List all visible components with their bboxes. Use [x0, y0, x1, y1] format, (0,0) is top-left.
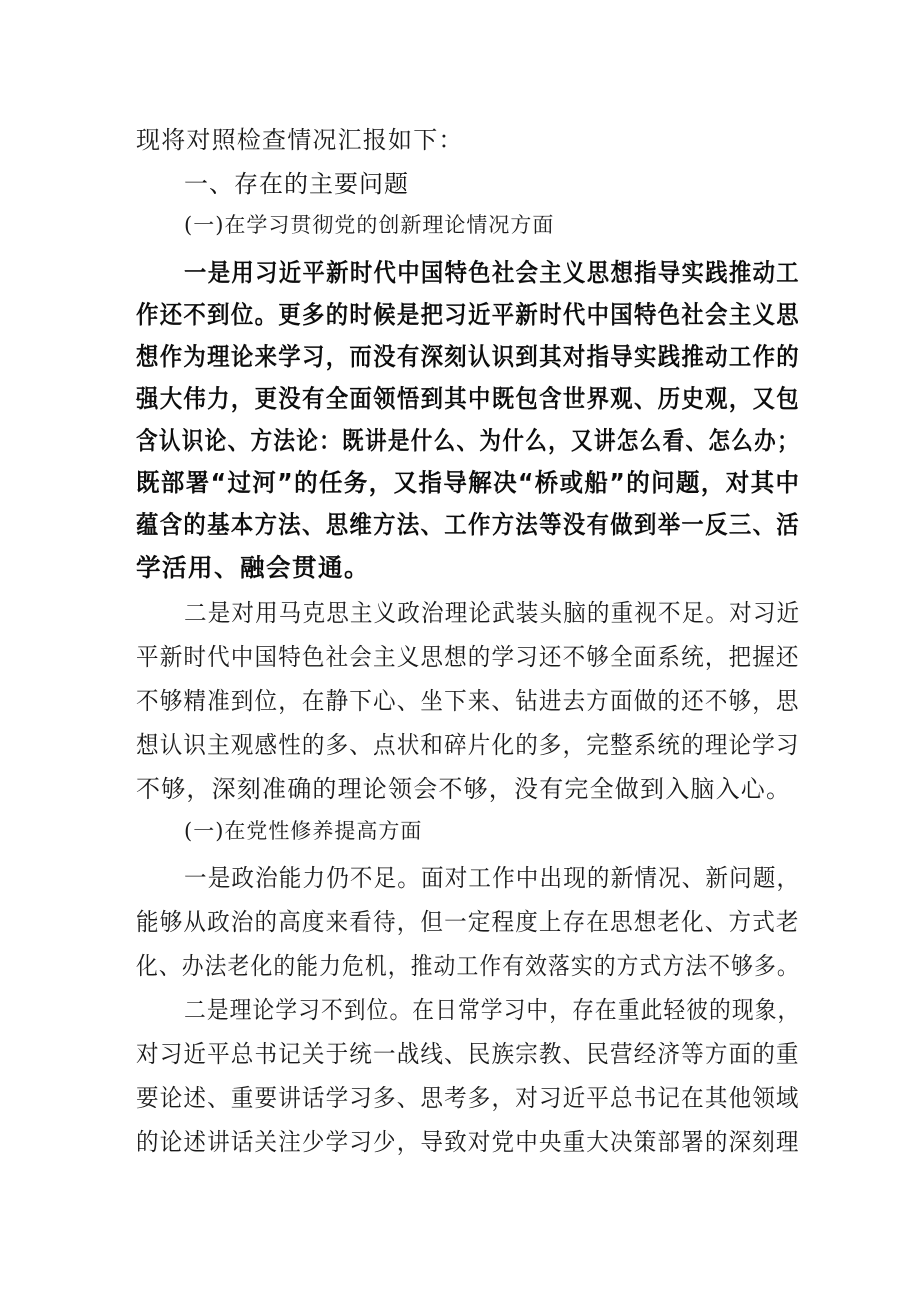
paragraph-1-line-6: 既部署“过河”的任务，又指导解决“桥或船”的问题，对其中 [136, 468, 801, 497]
paragraph-2-line-3: 不够精准到位，在静下心、坐下来、钻进去方面做的还不够，思 [136, 687, 800, 715]
paragraph-3-line-2: 能够从政治的高度来看待，但一定程度上存在思想老化、方式老 [136, 908, 800, 936]
paragraph-4-line-3: 要论述、重要讲话学习多、思考多，对习近平总书记在其他领域 [136, 1084, 800, 1112]
paragraph-3-line-1: 一是政治能力仍不足。面对工作中出现的新情况、新问题， [184, 864, 801, 892]
paragraph-1-line-3: 想作为理论来学习，而没有深刻认识到其对指导实践推动工作的 [136, 342, 801, 371]
subsection-title-1: (一)在学习贯彻党的创新理论情况方面 [184, 213, 555, 237]
paragraph-3-line-3: 化、办法老化的能力危机，推动工作有效落实的方式方法不够多。 [136, 952, 800, 980]
section-title-1: 一、存在的主要问题 [184, 170, 409, 198]
paragraph-1-line-1: 一是用习近平新时代中国特色社会主义思想指导实践推动工 [184, 258, 800, 287]
intro-line: 现将对照检查情况汇报如下： [136, 126, 464, 154]
paragraph-4-line-1: 二是理论学习不到位。在日常学习中，存在重此轻彼的现象， [184, 996, 801, 1024]
paragraph-1-line-4: 强大伟力，更没有全面领悟到其中既包含世界观、历史观，又包 [136, 384, 801, 413]
paragraph-1-line-2: 作还不到位。更多的时候是把习近平新时代中国特色社会主义思 [136, 300, 801, 329]
paragraph-1-line-7: 蕴含的基本方法、思维方法、工作方法等没有做到举一反三、活 [136, 510, 801, 539]
paragraph-2-line-4: 想认识主观感性的多、点状和碎片化的多，完整系统的理论学习 [136, 731, 800, 759]
paragraph-1-line-8: 学活用、融会贯通。 [136, 553, 370, 582]
paragraph-4-line-4: 的论述讲话关注少学习少，导致对党中央重大决策部署的深刻理 [136, 1128, 800, 1156]
subsection-title-2: (一)在党性修养提高方面 [184, 819, 423, 843]
paragraph-2-line-5: 不够，深刻准确的理论领会不够，没有完全做到入脑入心。 [136, 775, 792, 803]
paragraph-2-line-1: 二是对用马克思主义政治理论武装头脑的重视不足。对习近 [184, 599, 801, 627]
paragraph-4-line-2: 对习近平总书记关于统一战线、民族宗教、民营经济等方面的重 [136, 1040, 800, 1068]
paragraph-1-line-5: 含认识论、方法论：既讲是什么、为什么，又讲怎么看、怎么办； [136, 426, 800, 455]
paragraph-2-line-2: 平新时代中国特色社会主义思想的学习还不够全面系统，把握还 [136, 643, 800, 671]
